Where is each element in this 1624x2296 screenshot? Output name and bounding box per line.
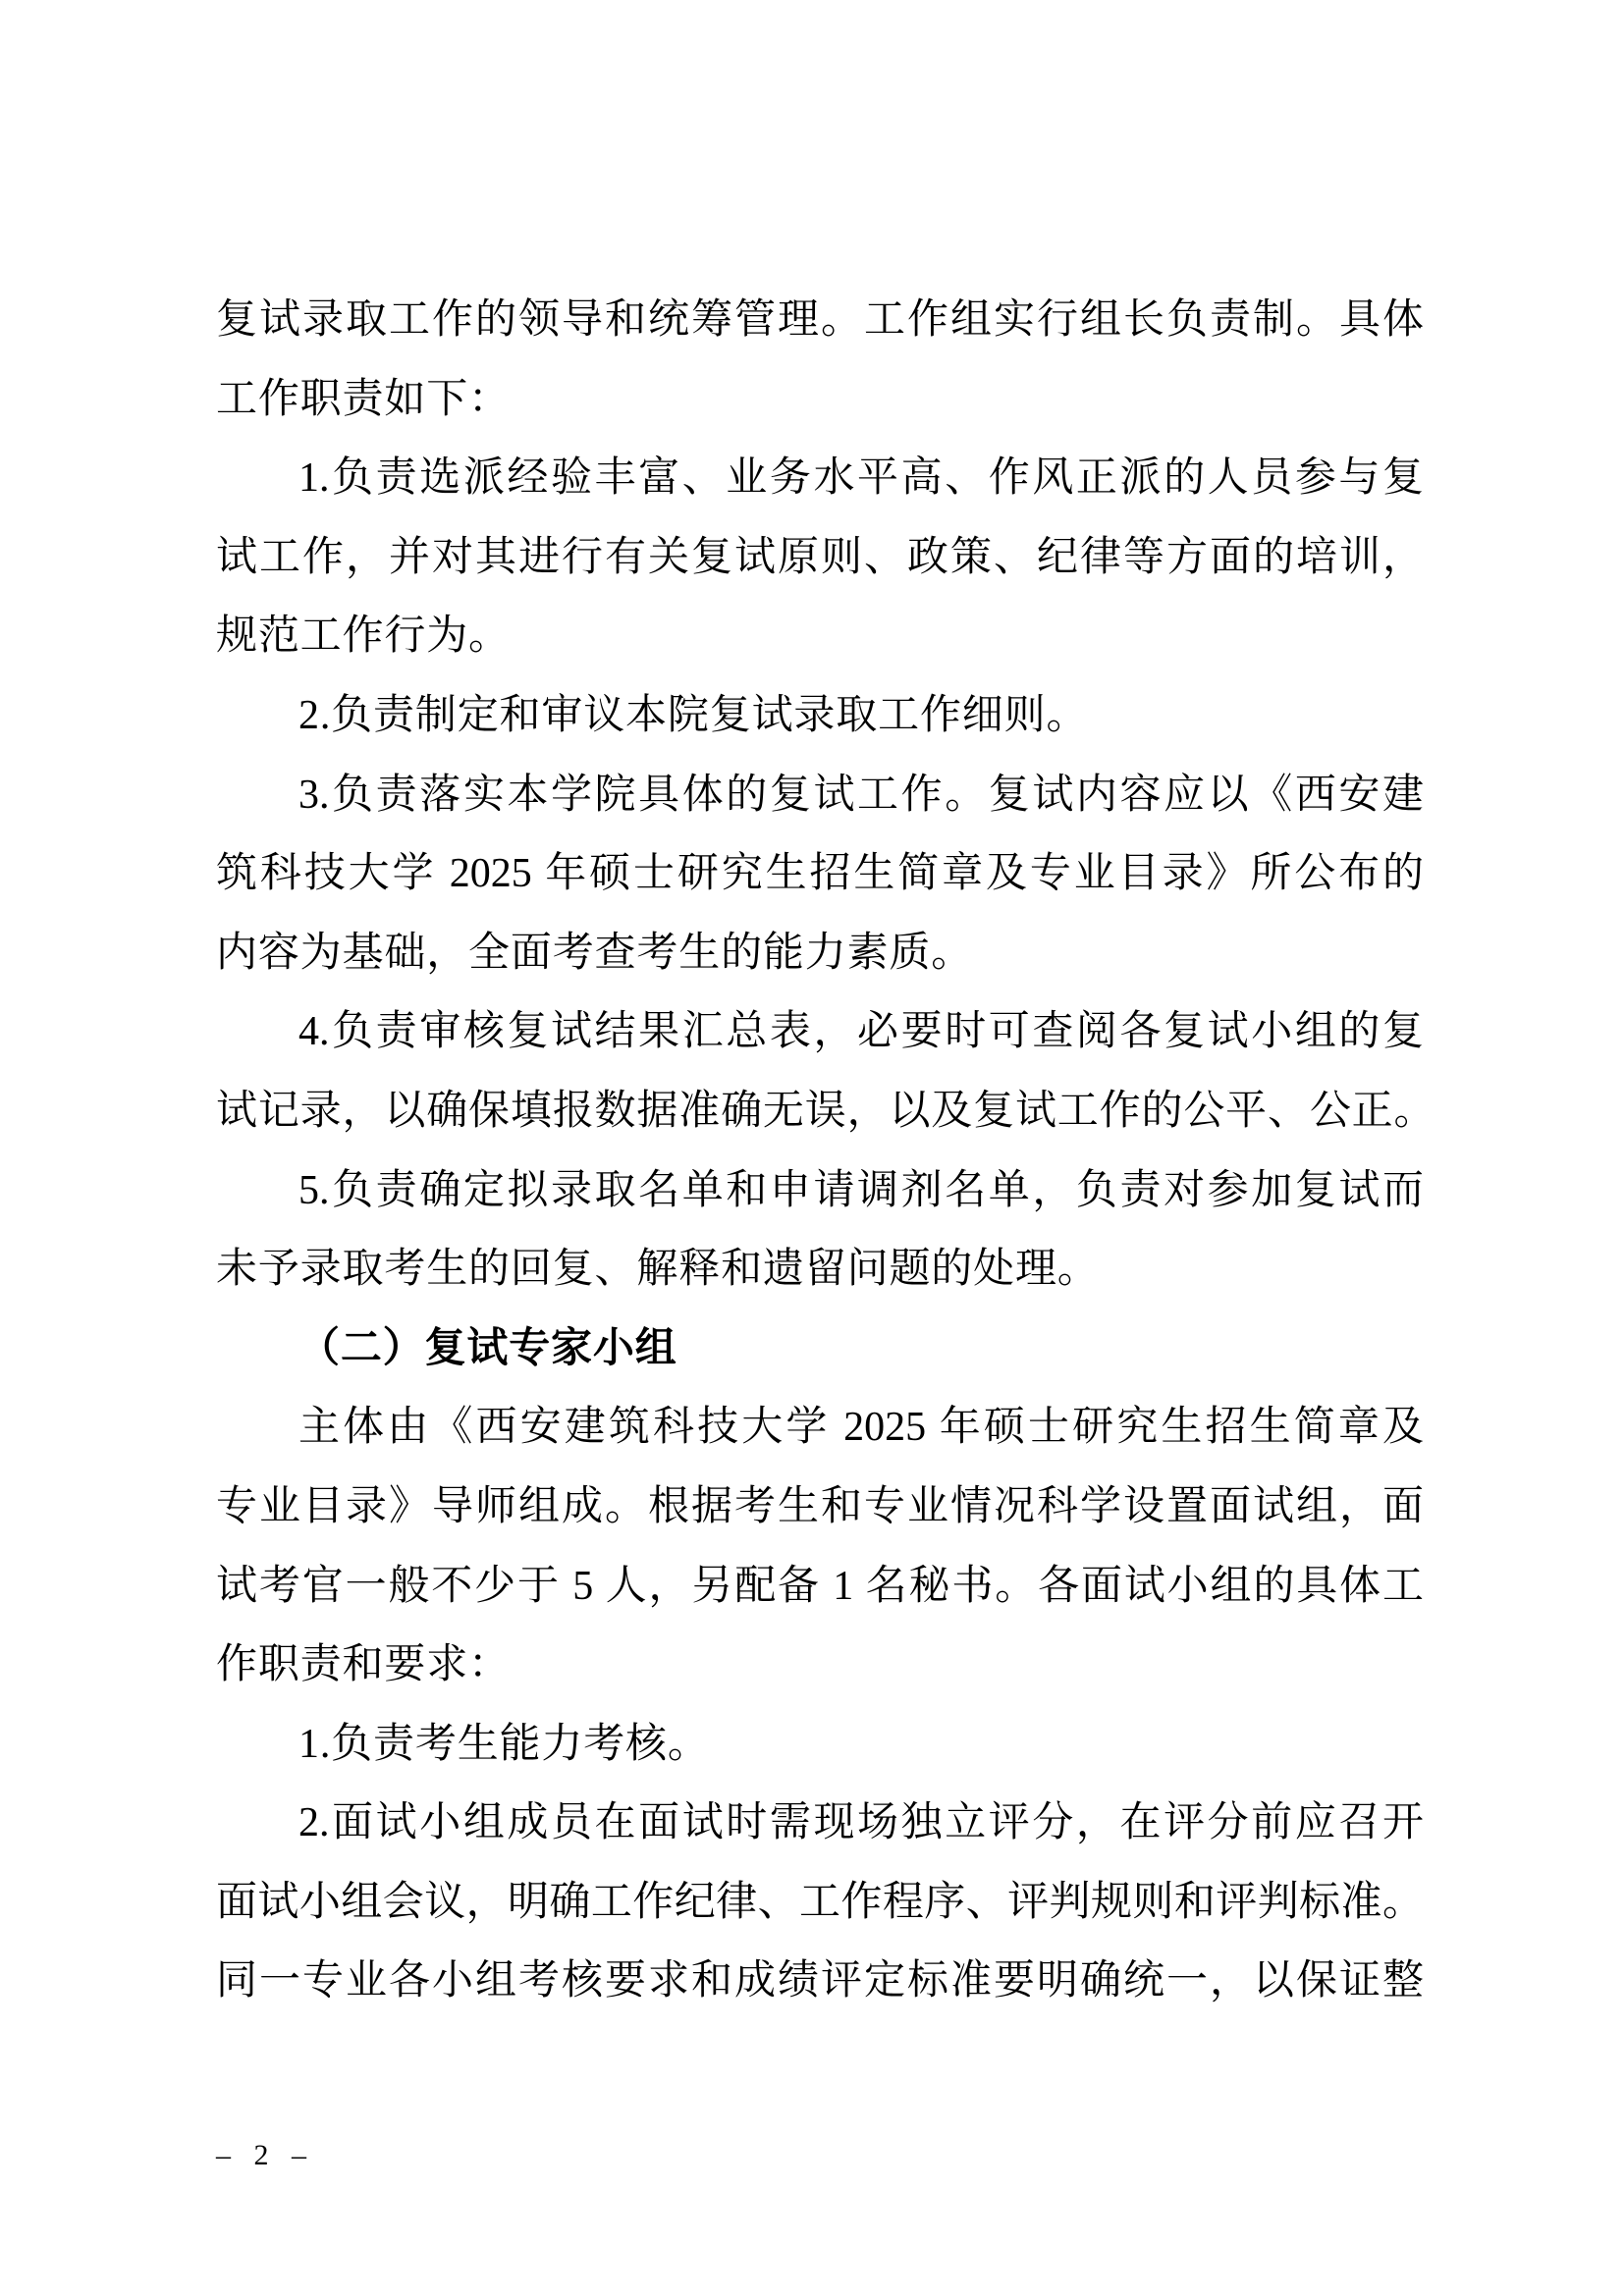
document-line: 5.负责确定拟录取名单和申请调剂名单，负责对参加复试而 (298, 1167, 1424, 1213)
document-line: 4.负责审核复试结果汇总表，必要时可查阅各复试小组的复 (298, 1009, 1424, 1055)
document-line: （二）复试专家小组 (298, 1325, 677, 1371)
document-line: 专业目录》导师组成。根据考生和专业情况科学设置面试组，面 (216, 1483, 1424, 1529)
document-line: 主体由《西安建筑科技大学 2025 年硕士研究生招生简章及 (298, 1405, 1424, 1451)
document-body (216, 281, 1436, 2021)
document-line: 2.负责制定和审议本院复试录取工作细则。 (298, 692, 1089, 738)
document-line: 内容为基础，全面考查考生的能力素质。 (216, 930, 974, 976)
document-line: 试考官一般不少于 5 人，另配备 1 名秘书。各面试小组的具体工 (216, 1563, 1424, 1609)
document-line: 2.面试小组成员在面试时需现场独立评分，在评分前应召开 (298, 1800, 1424, 1846)
document-line: 1.负责选派经验丰富、业务水平高、作风正派的人员参与复 (298, 455, 1424, 502)
page-number: – 2 – (216, 2139, 306, 2171)
document-line: 3.负责落实本学院具体的复试工作。复试内容应以《西安建 (298, 772, 1424, 818)
document-line: 复试录取工作的领导和统筹管理。工作组实行组长负责制。具体 (216, 297, 1424, 343)
document-line: 1.负责考生能力考核。 (298, 1721, 710, 1767)
document-line: 筑科技大学 2025 年硕士研究生招生简章及专业目录》所公布的 (216, 851, 1424, 897)
document-line: 未予录取考生的回复、解释和遗留问题的处理。 (216, 1247, 1100, 1293)
document-line: 试记录，以确保填报数据准确无误，以及复试工作的公平、公正。 (216, 1088, 1436, 1134)
document-line: 工作职责如下： (216, 376, 511, 422)
document-line: 规范工作行为。 (216, 614, 511, 660)
document-line: 试工作，并对其进行有关复试原则、政策、纪律等方面的培训， (216, 534, 1424, 580)
document-line: 面试小组会议，明确工作纪律、工作程序、评判规则和评判标准。 (216, 1879, 1424, 1925)
document-line: 同一专业各小组考核要求和成绩评定标准要明确统一，以保证整 (216, 1958, 1424, 2004)
document-line: 作职责和要求： (216, 1642, 511, 1688)
